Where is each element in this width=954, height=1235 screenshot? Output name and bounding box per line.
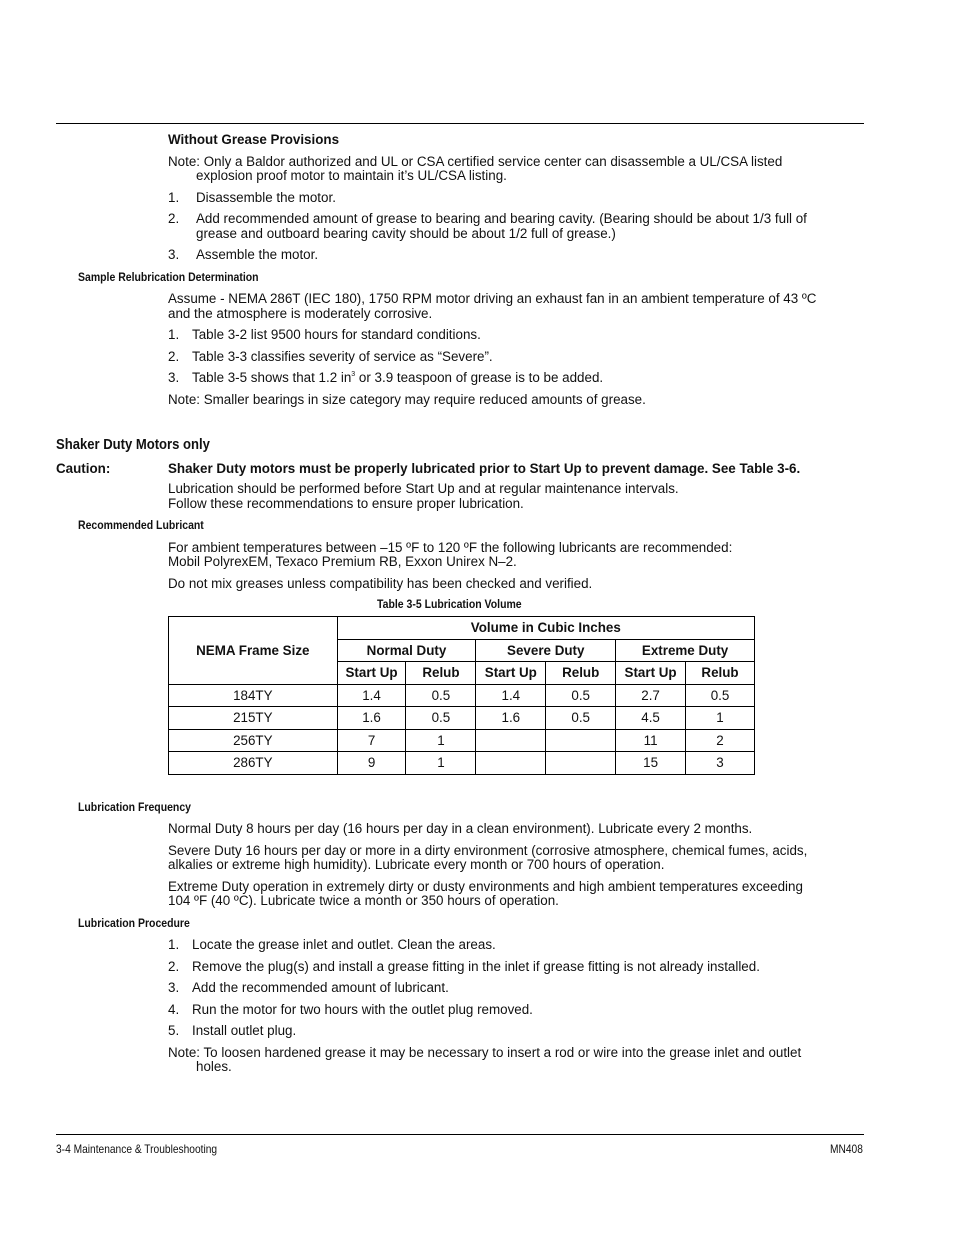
table-cell: 1 [406, 752, 476, 775]
table-cell: 0.5 [546, 707, 616, 730]
table-cell: 1 [406, 729, 476, 752]
header-volume: Volume in Cubic Inches [337, 617, 754, 640]
frequency-severe-line1: Severe Duty 16 hours per day or more in a dirty environment (corrosive atmosphere, chemical fumes, acids, [168, 843, 808, 858]
table-cell: 1.6 [476, 707, 546, 730]
table-row [169, 684, 755, 707]
table-cell [546, 752, 616, 775]
procedure-step-text: Locate the grease inlet and outlet. Clean the areas. [192, 937, 496, 952]
procedure-step-number: 3. [168, 980, 180, 995]
recommended-line3: Do not mix greases unless compatibility has been checked and verified. [168, 576, 593, 591]
table-cell: 15 [616, 752, 686, 775]
table-cell: 3 [686, 752, 755, 775]
header-sub: Start Up [476, 662, 546, 685]
wg-step-text: Disassemble the motor. [196, 190, 336, 205]
sample-assume-line1: Assume - NEMA 286T (IEC 180), 1750 RPM motor driving an exhaust fan in an ambient temperature of 43 ºC [168, 291, 817, 306]
table-cell: 1.4 [337, 684, 406, 707]
sample-step-text: Table 3-3 classifies severity of service as “Severe”. [192, 349, 493, 364]
recommended-line1: For ambient temperatures between –15 ºF to 120 ºF the following lubricants are recommended: [168, 540, 733, 555]
procedure-note-line2: holes. [196, 1059, 232, 1074]
caution-label: Caution: [56, 461, 111, 476]
procedure-step-number: 1. [168, 937, 180, 952]
table-cell [476, 752, 546, 775]
table-cell: 11 [616, 729, 686, 752]
table-row [169, 729, 755, 752]
sample-step-number: 3. [168, 370, 180, 385]
table-cell [546, 729, 616, 752]
procedure-step-text: Add the recommended amount of lubricant. [192, 980, 449, 995]
table-cell: 0.5 [406, 684, 476, 707]
without-grease-note-line1: Note: Only a Baldor authorized and UL or CSA certified service center can disassemble a UL/CSA listed [168, 154, 783, 169]
without-grease-note-line2: explosion proof motor to maintain it’s UL/CSA listing. [196, 168, 507, 183]
header-duty: Severe Duty [476, 639, 616, 662]
header-sub: Start Up [616, 662, 686, 685]
table-cell: 0.5 [406, 707, 476, 730]
table-cell: 7 [337, 729, 406, 752]
procedure-step-number: 4. [168, 1002, 180, 1017]
sample-note: Note: Smaller bearings in size category may require reduced amounts of grease. [168, 392, 646, 407]
table-row [169, 752, 755, 775]
sample-step-text: Table 3-2 list 9500 hours for standard conditions. [192, 327, 481, 342]
shaker-para-line1: Lubrication should be performed before Start Up and at regular maintenance intervals. [168, 481, 679, 496]
table-cell: 0.5 [546, 684, 616, 707]
frequency-heading: Lubrication Frequency [78, 800, 191, 814]
sample-step-number: 1. [168, 327, 180, 342]
footer-section-label: 3-4 Maintenance & Troubleshooting [56, 1143, 218, 1156]
procedure-step-text: Run the motor for two hours with the outlet plug removed. [192, 1002, 533, 1017]
procedure-step-number: 2. [168, 959, 180, 974]
wg-step-text-cont: grease and outboard bearing cavity should be about 1/2 full of grease.) [196, 226, 616, 241]
sample-heading: Sample Relubrication Determination [78, 270, 259, 284]
table-cell: 2 [686, 729, 755, 752]
table-cell: 1.6 [337, 707, 406, 730]
procedure-step-text: Remove the plug(s) and install a grease fitting in the inlet if grease fitting is not already installed. [192, 959, 760, 974]
header-sub: Relub [686, 662, 755, 685]
sample-step-text [192, 370, 603, 385]
table-cell: 4.5 [616, 707, 686, 730]
table-cell: 256TY [169, 729, 338, 752]
wg-step-number: 2. [168, 211, 180, 226]
frequency-normal: Normal Duty 8 hours per day (16 hours per day in a clean environment). Lubricate every 2 months. [168, 821, 753, 836]
header-duty: Normal Duty [337, 639, 476, 662]
sample-step-text-b: or 3.9 teaspoon of grease is to be added. [355, 370, 604, 385]
caution-text: Shaker Duty motors must be properly lubricated prior to Start Up to prevent damage. See Table 3-6. [168, 461, 801, 476]
header-frame-size: NEMA Frame Size [169, 617, 338, 685]
sample-step-text-a: Table 3-5 shows that 1.2 in [192, 370, 352, 385]
wg-step-number: 3. [168, 247, 180, 262]
table-cell: 9 [337, 752, 406, 775]
table-cell: 286TY [169, 752, 338, 775]
recommended-line2: Mobil PolyrexEM, Texaco Premium RB, Exxon Unirex N–2. [168, 554, 517, 569]
shaker-para-line2: Follow these recommendations to ensure proper lubrication. [168, 496, 524, 511]
table-caption: Table 3-5 Lubrication Volume [377, 597, 522, 611]
header-sub: Start Up [337, 662, 406, 685]
table-cell: 215TY [169, 707, 338, 730]
procedure-step-text: Install outlet plug. [192, 1023, 297, 1038]
footer-doc-number: MN408 [830, 1143, 863, 1156]
wg-step-text: Add recommended amount of grease to bearing and bearing cavity. (Bearing should be about 1/3 full of [196, 211, 807, 226]
sample-assume-line2: and the atmosphere is moderately corrosive. [168, 306, 433, 321]
without-grease-heading: Without Grease Provisions [168, 132, 340, 147]
frequency-extreme-line2: 104 ºF (40 ºC). Lubricate twice a month or 350 hours of operation. [168, 893, 559, 908]
header-sub: Relub [406, 662, 476, 685]
header-duty: Extreme Duty [616, 639, 755, 662]
table-cell: 1.4 [476, 684, 546, 707]
shaker-heading: Shaker Duty Motors only [56, 436, 210, 453]
wg-step-text: Assemble the motor. [196, 247, 319, 262]
table-cell: 0.5 [686, 684, 755, 707]
procedure-heading: Lubrication Procedure [78, 916, 190, 930]
footer-rule [56, 1134, 864, 1135]
table-cell: 2.7 [616, 684, 686, 707]
cubic-superscript: 3 [351, 371, 356, 378]
wg-step-number: 1. [168, 190, 180, 205]
procedure-note-line1: Note: To loosen hardened grease it may be necessary to insert a rod or wire into the grease inlet and outlet [168, 1045, 802, 1060]
header-sub: Relub [546, 662, 616, 685]
procedure-step-number: 5. [168, 1023, 180, 1038]
table-header-row [169, 617, 755, 640]
header-rule [56, 123, 864, 124]
lubrication-volume-table [168, 616, 755, 775]
sample-step-number: 2. [168, 349, 180, 364]
table-cell: 1 [686, 707, 755, 730]
frequency-extreme-line1: Extreme Duty operation in extremely dirty or dusty environments and high ambient temperatures exceeding [168, 879, 803, 894]
frequency-severe-line2: alkalies or extreme high humidity). Lubricate every month or 700 hours of operation. [168, 857, 665, 872]
recommended-heading: Recommended Lubricant [78, 518, 204, 532]
table-row [169, 707, 755, 730]
table-cell: 184TY [169, 684, 338, 707]
table-cell [476, 729, 546, 752]
